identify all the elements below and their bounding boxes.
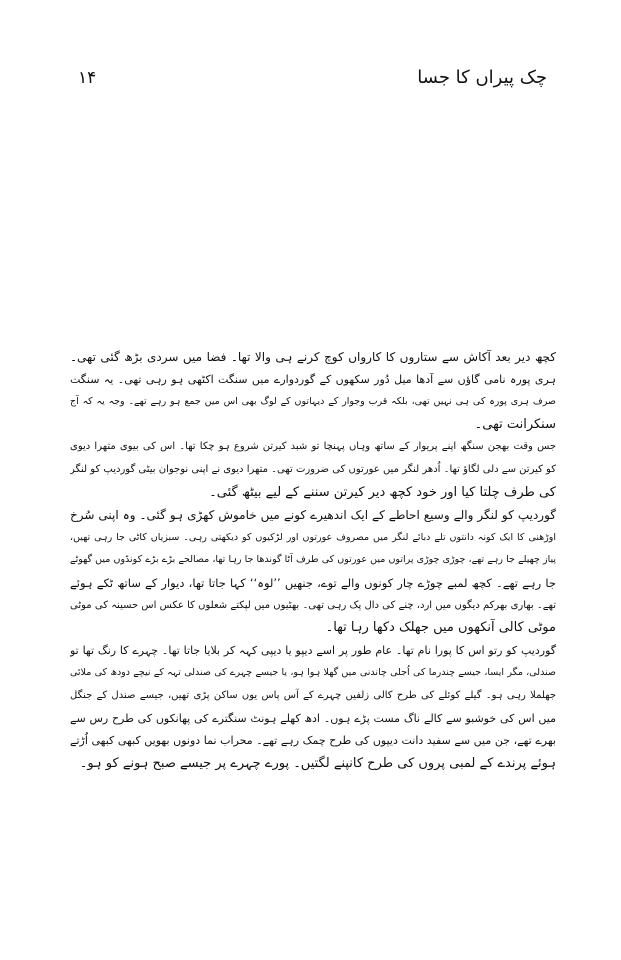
text-line: ہوئے پرندے کے لمبی پروں کی طرح کانپنے لگتیں۔ پورے چہرے پر جیسے صبح ہونے کو ہو۔ — [79, 755, 556, 771]
text-line: پیاز چھیلے جا رہے تھے، چوڑی چوڑی پراتوں میں عورتوں کی طرف آٹا گوندھا جا رہا تھا، مصالحے بڑے بڑے کونڈوں میں گھوٹے — [70, 554, 556, 566]
body-text — [70, 346, 556, 775]
text-line: صرف ہری پورہ کی ہی نہیں تھی، بلکہ قرب وجوار کے دیہاتوں کے لوگ بھی اس میں جمع ہو رہے تھے۔ وجہ یہ کہ آج — [70, 396, 556, 408]
text-line: سنکرانت تھی۔ — [474, 416, 556, 432]
text-line: میں اس کی خوشبو سے کالے ناگ مست پڑے ہوں۔ ادھ کھلے ہونٹ سنگترے کی پھانکوں کی طرح رس سے — [70, 711, 556, 725]
running-title: چک پیراں کا جسا — [417, 67, 547, 88]
text-line: جس وقت بھجن سنگھ اپنے پریوار کے ساتھ وہاں پہنچا تو شبد کیرتن شروع ہو چکا تھا۔ اس کی بیوی متھرا دیوی — [70, 441, 556, 453]
text-line: ہری پورہ نامی گاؤں سے آدھا میل دُور سکھوں کے گوردوارے میں سنگت اکٹھی ہو رہی تھی۔ یہ سنگت — [70, 372, 556, 386]
text-line: گوردیپ کو لنگر والے وسیع احاطے کے ایک اندھیرے کونے میں خاموش کھڑی ہو گئی۔ وہ اپنی سُرخ — [70, 508, 556, 523]
text-line: تھے۔ بھاری بھرکم دیگوں میں ارد، چنے کی دال پک رہی تھی۔ بھٹیوں میں لپکتے شعلوں کا عکس اس حسینہ کی موٹی — [70, 599, 556, 611]
text-line: جا رہے تھے۔ کچھ لمبے چوڑے چار کونوں والے توے، جنھیں ’’لوہ‘‘ کہا جاتا تھا، دیوار کے ساتھ ٹکے ہوئے — [70, 575, 556, 590]
text-line: جھلملا رہی ہو۔ گیلے کوئلے کی طرح کالی زلفیں چہرے کے آس پاس یوں ساکن پڑی تھیں، جیسے صندل کے جنگل — [70, 689, 556, 701]
text-line: گوردیپ کو رتو اس کا پورا نام تھا۔ عام طور پر اسے دیپو یا دیپی کہہ کر بلایا جاتا تھا۔ چہرے کا رنگ تھا تو — [70, 643, 556, 657]
text-line: کی طرف چلتا کیا اور خود کچھ دیر کیرتن سننے کے لیے بیٹھ گئی۔ — [209, 484, 556, 500]
text-line: اوڑھنی کا ایک کونہ دانتوں تلے دبائے لنگر میں مصروف عورتوں اور لڑکیوں کو دیکھتی رہی۔ سبزیاں کاٹی جا رہی تھیں، — [70, 531, 556, 543]
text-line: کچھ دیر بعد آکاش سے ستاروں کا کارواں کوچ کرنے ہی والا تھا۔ فضا میں سردی بڑھ گئی تھی۔ — [70, 350, 556, 364]
text-line: کو کیرتن سے دلی لگاؤ تھا۔ اُدھر لنگر میں عورتوں کی ضرورت تھی۔ متھرا دیوی نے اپنی نوجوان بیٹی گوردیپ کو لنگر — [70, 463, 556, 475]
text-line: موٹی کالی آنکھوں میں جھلک دکھا رہا تھا۔ — [325, 620, 556, 636]
text-line: صندلی، مگر ایسا، جیسے چندرما کی اُجلی چاندنی میں گھلا ہوا ہو، یا جیسے چہرے کی صندلی تہہ کے نیچے دودھ کی ملائی — [70, 667, 556, 679]
page-number: ۱۴ — [78, 68, 97, 88]
page-header — [78, 64, 547, 94]
text-line: بھرے تھے، جن میں سے سفید دانت دیپوں کی طرح چمک رہے تھے۔ محراب نما دونوں بھویں کبھی کبھی اُڑتے — [70, 734, 556, 748]
